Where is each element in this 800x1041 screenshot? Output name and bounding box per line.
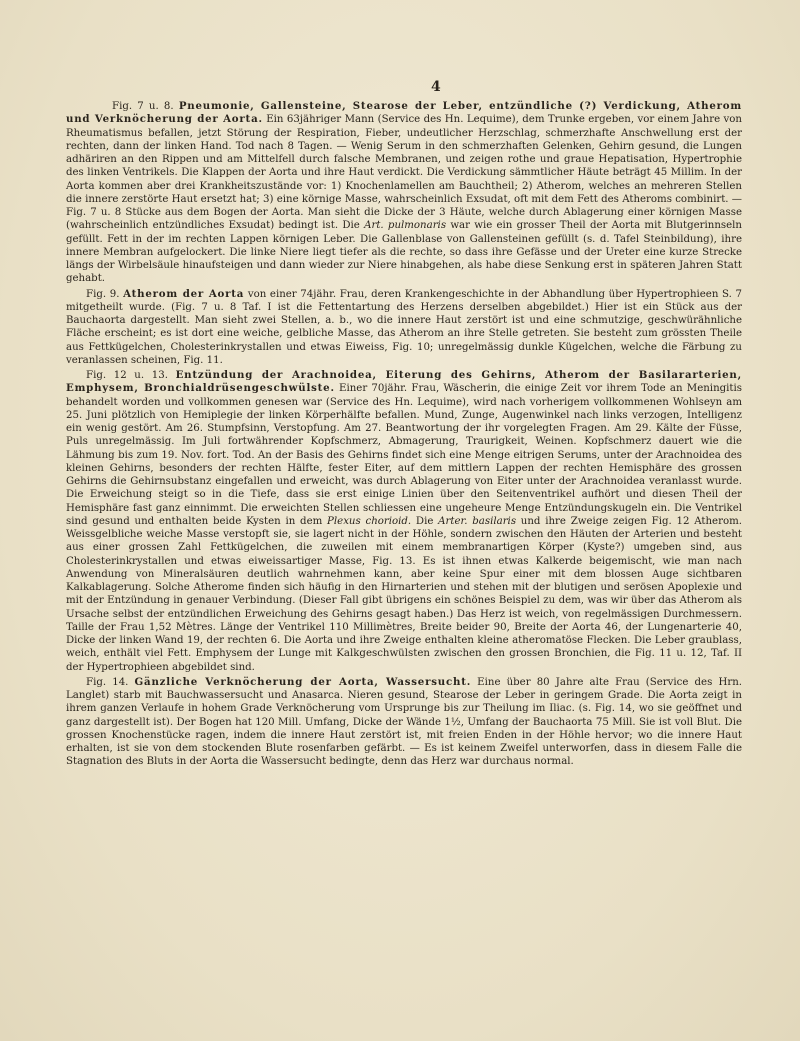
paragraph-fig-12-13 [66,369,742,674]
italic-term: Plexus chorioid. [327,515,412,527]
section-heading: Gänzliche Verknöcherung der Aorta, Wassersucht. [134,675,472,688]
paragraph-fig-9 [66,288,742,368]
section-heading: Atherom der Aorta [123,287,245,300]
paragraph-fig-14 [66,676,742,769]
paragraph-text: und ihre Zweige zeigen Fig. 12 Atherom. Weissgelbliche weiche Masse verstopft sie, sie lagert nicht in der Höhle, sondern zwischen den Häuten der Arterien und besteht aus einer grossen Zahl Fettkügelchen, die zuweilen mit einem membranartigen Körper (Kyste?) umgeben sind, aus Cholesterinkrystallen und etwas eiweissartiger Masse, Fig. 13. Es ist ihnen etwas Kalkerde beigemischt, wie man nach Anwendung von Mineralsäuren deutlich wahrnehmen kann, aber keine Spur einer mit dem blossen Auge sichtbaren Kalkablagerung. Solche Atherome finden sich häufig in den Hirnarterien und stehen mit der blutigen und serösen Apoplexie und mit der Entzündung in genauer Verbindung. (Dieser Fall gibt übrigens ein schönes Beispiel zu dem, was wir über das Atherom als Ursache selbst der entzündlichen Erweichung des Gehirns gesagt haben.) Das Herz ist weich, von regelmässigen Durchmessern. Taille der Frau 1,52 Mètres. Länge der Ventrikel 110 Millimètres, Breite beider 90, Breite der Aorta 46, der Lungenarterie 40, Dicke der linken Wand 19, der rechten 6. Die Aorta und ihre Zweige enthalten kleine atheromatöse Flecken. Die Leber graublass, weich, enthält viel Fett. Emphysem der Lunge mit Kalkgeschwülsten zwischen den grossen Bronchien, die Fig. 11 u. 12, Taf. II der Hypertrophieen abgebildet sind. [66,515,742,673]
figure-lead: Fig. 12 u. 13. [86,370,168,381]
paragraph-text: Eine über 80 Jahre alte Frau (Service des Hrn. Langlet) starb mit Bauchwassersucht und Anasarca. Nieren gesund, Stearose der Leber in geringem Grade. Die Aorta zeigt in ihrem ganzen Verlaufe in hohem Grade Verknöcherung vom Ursprunge bis zur Theilung im Iliac. (s. Fig. 14, wo sie geöffnet und ganz dargestellt ist). Der Bogen hat 120 Mill. Umfang, Dicke der Wände 1½, Umfang der Bauchaorta 75 Mill. Sie ist voll Blut. Die grossen Knochenstücke ragen, indem die innere Haut zerstört ist, mit freien Enden in der Höhle hervor; wo die innere Haut erhalten, ist sie von dem stockenden Blute rosenfarben gefärbt. — Es ist keinem Zweifel unterworfen, dass in diesem Falle die Stagnation des Bluts in der Aorta die Wassersucht bedingte, denn das Herz war durchaus normal. [66,676,742,768]
paragraph-text: Einer 70jähr. Frau, Wäscherin, die einige Zeit vor ihrem Tode an Meningitis behandelt worden und vollkommen genesen war (Service des Hn. Lequime), wird nach vorherigem vollkommenen Wohlseyn am 25. Juni plötzlich von Hemiplegie der linken Körperhälfte befallen. Mund, Zunge, Augenwinkel nach links verzogen, Intelligenz ein wenig gestört. Am 26. Stumpfsinn, Verstopfung. Am 27. Beantwortung der ihr vorgelegten Fragen. Am 29. Kälte der Füsse, Puls unregelmässig. Im Juli fortwährender Kopfschmerz, Abmagerung, Traurigkeit, Weinen. Kopfschmerz dauert wie die Lähmung bis zum 19. Nov. fort. Tod. An der Basis des Gehirns findet sich eine Menge eitrigen Serums, unter der Arachnoidea des kleinen Gehirns, besonders der rechten Hälfte, fester Eiter, auf dem mittlern Lappen der rechten Hemisphäre des grossen Gehirns die Gehirnsubstanz eingefallen und erweicht, was durch Ablagerung von Eiter unter der Arachnoidea veranlasst wurde. Die Erweichung steigt so in die Tiefe, dass sie erst einige Linien über den Seitenventrikel aufhört und diesen Theil der Hemisphäre fast ganz einnimmt. Die erweichten Stellen schliessen eine ungeheure Menge Entzündungskugeln ein. Die Ventrikel sind gesund und enthalten beide Kysten in dem [66,383,742,527]
paragraph-text: war wie ein grosser Theil der Aorta mit Blutgerinnseln gefüllt. Fett in der im rechten Lappen körnigen Leber. Die Gallenblase von Gallensteinen gefüllt (s. d. Tafel Steinbildung), ihre innere Membran aufgelockert. Die linke Niere liegt tiefer als die rechte, so dass ihre Gefässe und der Ureter eine kurze Strecke längs der Wirbelsäule hinaufsteigen und dann wieder zur Niere hinabgehen, als habe diese Senkung erst in späteren Jahren Statt gehabt. [66,220,742,285]
section-heading: Entzündung der Arachnoidea, Eiterung des Gehirns, Atherom der Basilararterien, Emphysem, Bronchialdrüsengeschwülste. [66,369,742,395]
italic-term: Art. pulmonaris [364,220,447,232]
paragraph-text: Die [411,515,439,527]
paragraph-text: von einer 74jähr. Frau, deren Krankengeschichte in der Abhandlung über Hypertrophieen S. 7 mitgetheilt wurde. (Fig. 7 u. 8 Taf. I ist die Fettentartung des Herzens derselben abgebildet.) Hier ist ein Stück aus der Bauchaorta dargestellt. Man sieht zwei Stellen, a. b., wo die innere Haut zerstört ist und eine schmutzige, geschwürähnliche Fläche erscheint; es ist dort eine weiche, gelbliche Masse, das Atherom an ihre Stelle getreten. Sie besteht zum grössten Theile aus Fettkügelchen, Cholesterinkrystallen und etwas Eiweiss, Fig. 10; unregelmässig dunkle Kügelchen, welche die Färbung zu veranlassen scheinen, Fig. 11. [66,288,742,366]
section-heading: Pneumonie, Gallensteine, Stearose der Leber, entzündliche (?) Verdickung, Atherom und Verknöcherung der Aorta. [66,100,742,126]
figure-lead: Fig. 7 u. 8. [112,101,174,112]
figure-lead: Fig. 9. [86,288,120,300]
paragraph-text: Ein 63jähriger Mann (Service des Hn. Lequime), dem Trunke ergeben, vor einem Jahre von Rheumatismus befallen, jetzt Störung der Respiration, Fieber, undeutlicher Herzschlag, schmerzhafte Anschwellung erst der rechten, dann der linken Hand. Tod nach 8 Tagen. — Wenig Serum in den schmerzhaften Gelenken, Gehirn gesund, die Lungen adhäriren an den Rippen und am Mittelfell durch falsche Membranen, und zeigen rothe und graue Hepatisation, Hypertrophie des linken Ventrikels. Die Klappen der Aorta und ihre Haut verdickt. Die Verdickung sämmtlicher Häute beträgt 45 Millim. In der Aorta kommen aber drei Krankheitszustände vor: 1) Knochenlamellen am Bauchtheil; 2) Atherom, welches an mehreren Stellen die innere zerstörte Haut ersetzt hat; 3) eine körnige Masse, wahrscheinlich Exsudat, oft mit dem Fett des Atheroms combinirt. — Fig. 7 u. 8 Stücke aus dem Bogen der Aorta. Man sieht die Dicke der 3 Häute, welche durch Ablagerung einer körnigen Masse (wahrscheinlich entzündliches Exsudat) bedingt ist. Die [66,114,742,232]
page-number: 4 [431,79,441,95]
body-text [66,100,742,771]
figure-lead: Fig. 14. [86,676,129,688]
paragraph-fig-7-8 [66,100,742,286]
italic-term: Arter. basilaris [438,515,517,527]
